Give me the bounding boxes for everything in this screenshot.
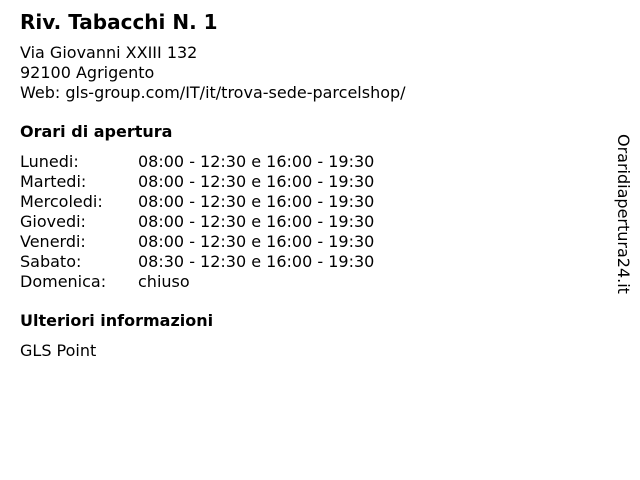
website-link[interactable]: Web: gls-group.com/IT/it/trova-sede-parcelshop/ <box>20 83 406 102</box>
day-label: Giovedi: <box>20 212 86 231</box>
hours-row-wednesday <box>20 192 590 212</box>
hours-value: 08:00 - 12:30 e 16:00 - 19:30 <box>138 232 375 251</box>
hours-value: chiuso <box>138 272 190 291</box>
address-line-street: Via Giovanni XXIII 132 <box>20 43 198 62</box>
store-card <box>20 10 590 361</box>
hours-row-thursday <box>20 212 590 232</box>
day-label: Martedi: <box>20 172 87 191</box>
store-title: Riv. Tabacchi N. 1 <box>20 10 218 34</box>
additional-info-heading: Ulteriori informazioni <box>20 311 214 330</box>
hours-row-monday <box>20 152 590 172</box>
hours-row-saturday <box>20 252 590 272</box>
hours-row-tuesday <box>20 172 590 192</box>
site-brand-vertical-text[interactable]: Oraridiapertura24.it <box>614 134 633 294</box>
day-label: Sabato: <box>20 252 82 271</box>
hours-value: 08:30 - 12:30 e 16:00 - 19:30 <box>138 252 375 271</box>
day-label: Mercoledi: <box>20 192 103 211</box>
hours-value: 08:00 - 12:30 e 16:00 - 19:30 <box>138 192 375 211</box>
day-label: Domenica: <box>20 272 107 291</box>
hours-row-friday <box>20 232 590 252</box>
additional-info-text: GLS Point <box>20 341 97 360</box>
hours-value: 08:00 - 12:30 e 16:00 - 19:30 <box>138 172 375 191</box>
day-label: Lunedi: <box>20 152 79 171</box>
day-label: Venerdi: <box>20 232 86 251</box>
hours-value: 08:00 - 12:30 e 16:00 - 19:30 <box>138 152 375 171</box>
hours-row-sunday <box>20 272 590 292</box>
opening-hours-table <box>20 152 590 292</box>
address-line-city: 92100 Agrigento <box>20 63 155 82</box>
opening-hours-heading: Orari di apertura <box>20 122 173 141</box>
hours-value: 08:00 - 12:30 e 16:00 - 19:30 <box>138 212 375 231</box>
